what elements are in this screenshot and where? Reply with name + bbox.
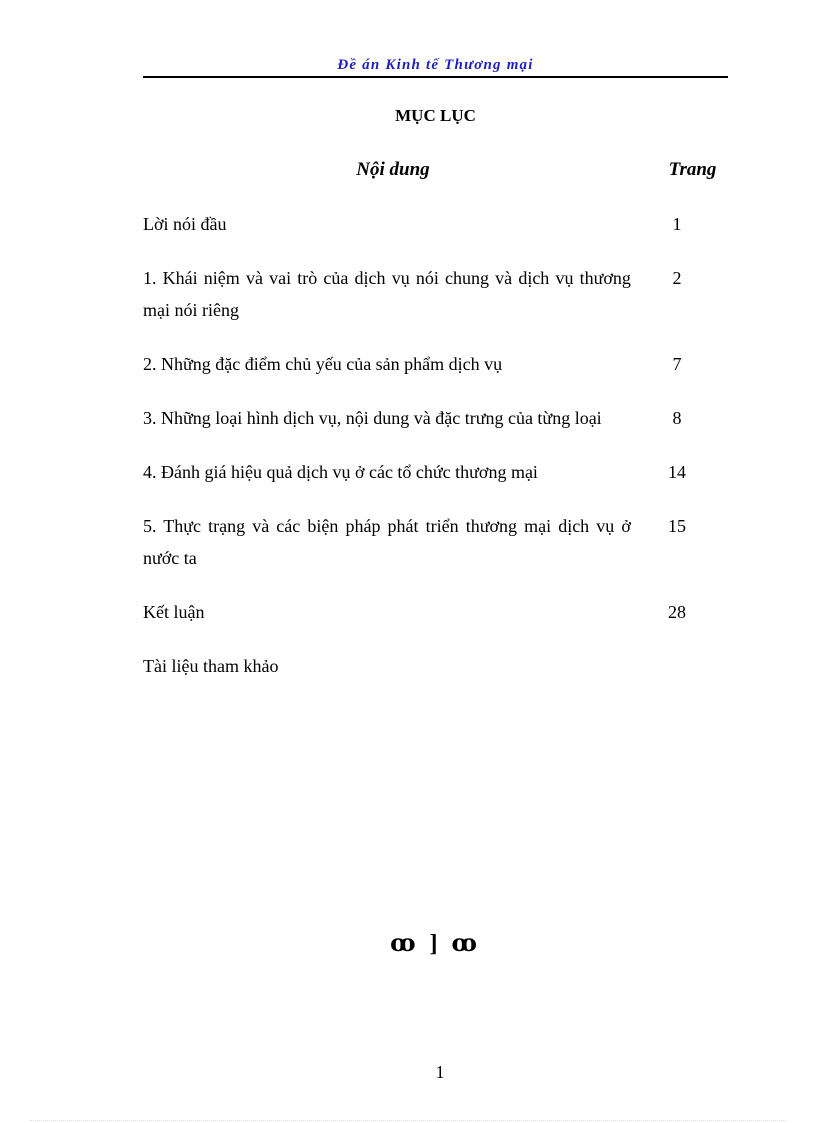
toc-entry <box>143 596 723 628</box>
toc-entry-page: 28 <box>667 602 686 622</box>
header-divider <box>143 76 728 78</box>
toc-entry-text: 1. Khái niệm và vai trò của dịch vụ nói chung và dịch vụ thương mại nói riêng <box>143 268 631 320</box>
toc-entry-page: 2 <box>672 268 682 288</box>
column-heading-page: Trang <box>668 159 717 180</box>
toc-title: MỤC LỤC <box>395 106 476 125</box>
toc-entry-text: 2. Những đặc điểm chủ yếu của sản phẩm dịch vụ <box>143 354 503 374</box>
toc-entry-text: 3. Những loại hình dịch vụ, nội dung và đặc trưng của từng loại <box>143 408 602 428</box>
toc-entry <box>143 208 723 240</box>
toc-entry <box>143 262 723 326</box>
toc-entry-page: 8 <box>672 408 682 428</box>
toc-entry-text: Kết luận <box>143 602 205 622</box>
toc-entry-text: 5. Thực trạng và các biện pháp phát triển thương mại dịch vụ ở nước ta <box>143 516 631 568</box>
toc-entry <box>143 650 723 682</box>
header-title: Đề án Kinh tế Thương mại <box>337 57 534 73</box>
toc-entry <box>143 402 723 434</box>
toc-entry <box>143 348 723 380</box>
column-heading-content: Nội dung <box>356 159 430 180</box>
toc-entry-text: Lời nói đầu <box>143 214 227 234</box>
decorative-ornament: ꝏ ] ꝏ <box>390 931 481 957</box>
toc-entry-page: 14 <box>667 462 686 482</box>
toc-entry-text: 4. Đánh giá hiệu quả dịch vụ ở các tổ chức thương mại <box>143 462 538 482</box>
toc-entry <box>143 510 723 574</box>
page-number: 1 <box>435 1062 445 1082</box>
page-bottom-divider <box>30 1120 786 1121</box>
toc-entry-page: 7 <box>672 354 682 374</box>
toc-list <box>143 208 723 704</box>
toc-entry-page: 15 <box>667 516 686 536</box>
toc-entry-text: Tài liệu tham khảo <box>143 656 279 676</box>
toc-entry <box>143 456 723 488</box>
toc-entry-page: 1 <box>672 214 682 234</box>
